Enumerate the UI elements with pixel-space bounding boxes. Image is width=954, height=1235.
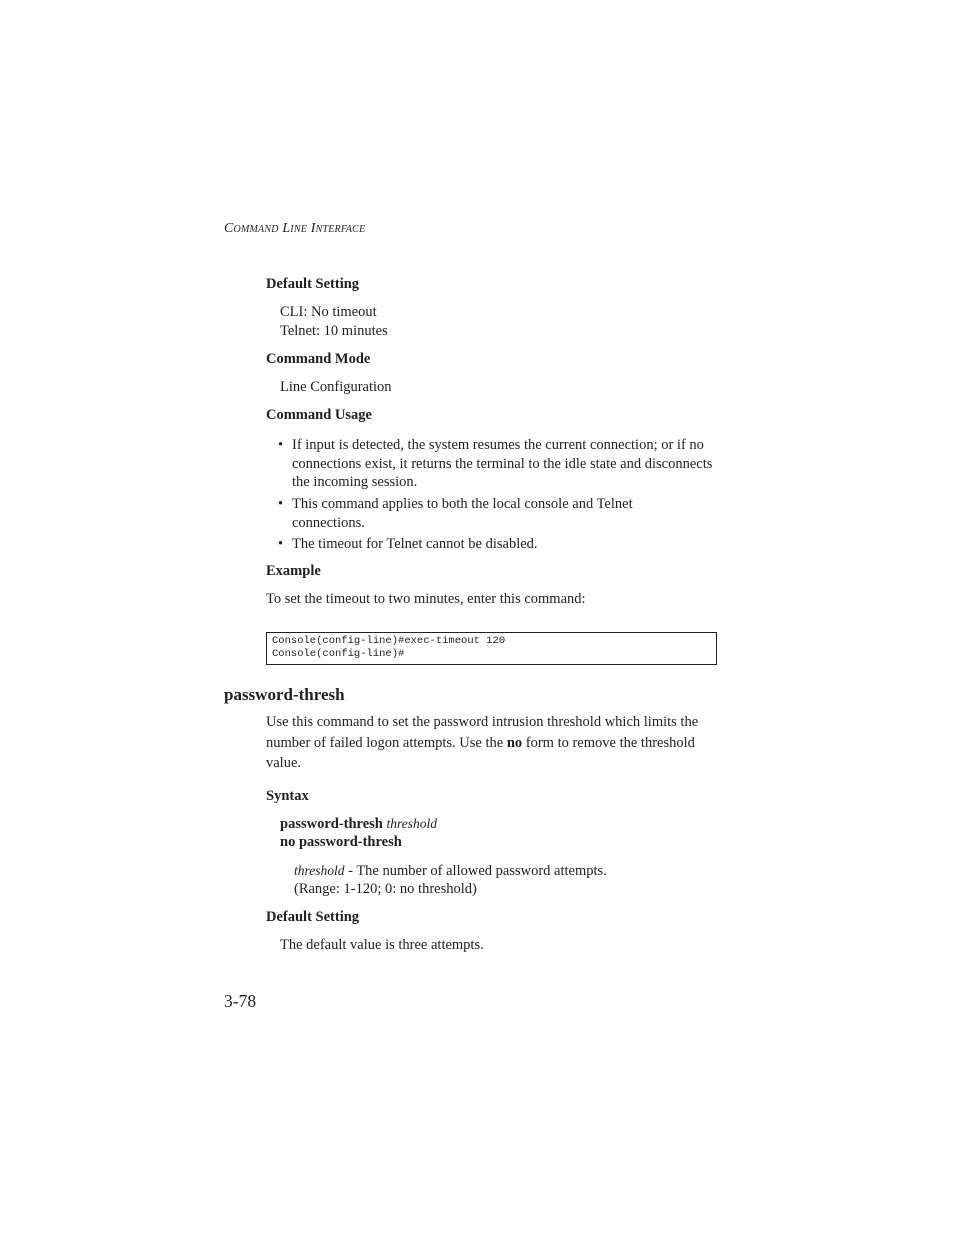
- parameter-name: threshold: [294, 863, 345, 878]
- syntax-heading: Syntax: [266, 788, 309, 804]
- bullet-icon: •: [278, 536, 284, 552]
- description-keyword: no: [506, 734, 523, 751]
- default-setting-line: CLI: No timeout: [280, 304, 377, 320]
- usage-bullet-text: This command applies to both the local console and Telnet connections.: [292, 496, 633, 531]
- description-text: form to remove the threshold value.: [266, 734, 695, 771]
- default-setting-heading: Default Setting: [266, 909, 360, 925]
- parameter-range: (Range: 1-120; 0: no threshold): [294, 881, 477, 897]
- default-setting-value: The default value is three attempts.: [280, 937, 484, 953]
- syntax-line: [280, 816, 437, 833]
- syntax-command: password-thresh: [280, 816, 383, 832]
- description-text: Use this command to set the password intrusion threshold which limits the number of failed logon attempts. Use the: [266, 714, 699, 751]
- code-line: Console(config-line)#: [272, 648, 405, 660]
- usage-bullet-text: The timeout for Telnet cannot be disabled.: [292, 536, 538, 552]
- default-setting-heading: Default Setting: [266, 276, 360, 292]
- default-setting-line: Telnet: 10 minutes: [280, 323, 388, 339]
- command-usage-heading: Command Usage: [266, 407, 372, 423]
- section-title: password-thresh: [224, 685, 345, 704]
- code-example-box: [266, 632, 717, 665]
- bullet-icon: •: [278, 437, 284, 453]
- parameter-description: - The number of allowed password attempts.: [344, 863, 607, 879]
- command-mode-heading: Command Mode: [266, 351, 371, 367]
- example-intro: To set the timeout to two minutes, enter this command:: [266, 591, 586, 607]
- parameter-line: [294, 863, 607, 880]
- syntax-no-command: no password-thresh: [280, 834, 402, 850]
- bullet-icon: •: [278, 496, 284, 512]
- page-number: 3-78: [224, 991, 257, 1011]
- code-line: Console(config-line)#exec-timeout 120: [272, 635, 506, 647]
- section-description: [266, 712, 720, 774]
- example-heading: Example: [266, 563, 321, 579]
- syntax-param: threshold: [386, 816, 437, 831]
- command-mode-value: Line Configuration: [280, 379, 392, 395]
- usage-bullet-text: If input is detected, the system resumes the current connection; or if no connections exist, it returns the terminal to the idle state and disconnects the incoming session.: [292, 437, 713, 490]
- running-header: Command Line Interface: [224, 221, 366, 236]
